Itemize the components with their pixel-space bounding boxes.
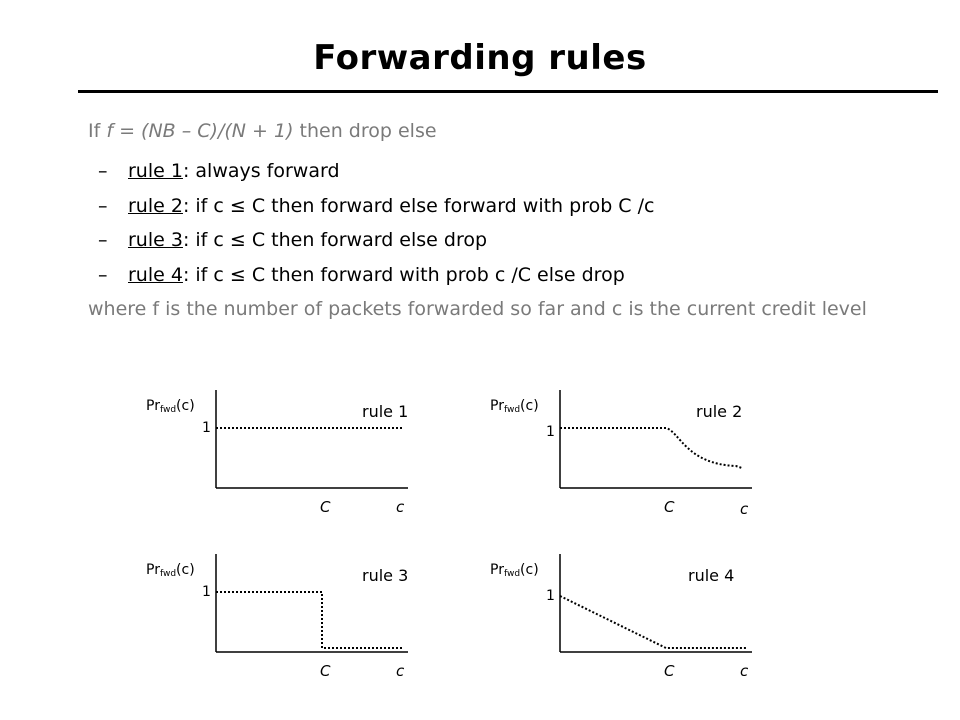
chart-rule3 [140,552,409,702]
chart-ylabel: $Pr_{fwd}(c)$ [490,562,539,579]
rule-text: : always forward [182,160,340,183]
chart-cap-C: C [320,662,331,680]
forward-probability-curve [560,596,746,648]
condition-prefix: If [88,120,107,142]
rule-text: : if c ≤ C then forward else drop [182,229,488,252]
bullet-dash: – [98,229,108,252]
chart-rule2 [484,388,749,538]
rule-name: rule 3 [128,229,183,252]
slide-title: Forwarding rules [313,38,647,78]
chart-rule-label: rule 4 [688,566,735,585]
bullet-dash: – [98,263,108,286]
chart-axis-c: c [740,500,749,518]
rule-item-2 [98,189,654,224]
condition-var: f [106,120,114,142]
chart-ylabel: $Pr_{fwd}(c)$ [146,398,195,415]
bullet-dash: – [98,160,108,183]
chart-plot [140,388,420,498]
chart-plot [484,388,764,498]
rule-name: rule 1 [128,160,183,183]
chart-cap-C: C [664,662,675,680]
chart-axis-c: c [396,662,405,680]
chart-rule1 [140,388,409,538]
definition-note: where f is the number of packets forwarded so far and c is the current credit level [88,298,867,320]
chart-one-tick: 1 [202,420,211,436]
rule-item-4 [98,258,654,293]
chart-rule-label: rule 2 [696,402,743,421]
chart-plot [484,552,764,662]
chart-rule-label: rule 3 [362,566,409,585]
rule-text: : if c ≤ C then forward with prob c /C else drop [182,263,625,286]
chart-rule-label: rule 1 [362,402,409,421]
rule-name: rule 4 [128,263,183,286]
chart-axis-c: c [396,498,405,516]
chart-one-tick: 1 [202,584,211,600]
forward-probability-curve [216,592,402,648]
rule-item-3 [98,223,654,258]
rules-list [98,154,654,292]
title-underline [78,90,938,93]
chart-ylabel: $Pr_{fwd}(c)$ [490,398,539,415]
chart-plot [140,552,420,662]
bullet-dash: – [98,194,108,217]
chart-one-tick: 1 [546,424,555,440]
chart-rule4 [484,552,749,702]
chart-axis-c: c [740,662,749,680]
condition-formula: = (NB – C)/(N + 1) [113,120,294,142]
chart-cap-C: C [320,498,331,516]
forward-probability-curve [560,428,742,468]
drop-condition [88,120,437,142]
rule-item-1 [98,154,654,189]
chart-ylabel: $Pr_{fwd}(c)$ [146,562,195,579]
condition-suffix: then drop else [293,120,437,142]
rule-name: rule 2 [128,194,183,217]
chart-cap-C: C [664,498,675,516]
chart-one-tick: 1 [546,588,555,604]
rule-text: : if c ≤ C then forward else forward with prob C /c [182,194,655,217]
